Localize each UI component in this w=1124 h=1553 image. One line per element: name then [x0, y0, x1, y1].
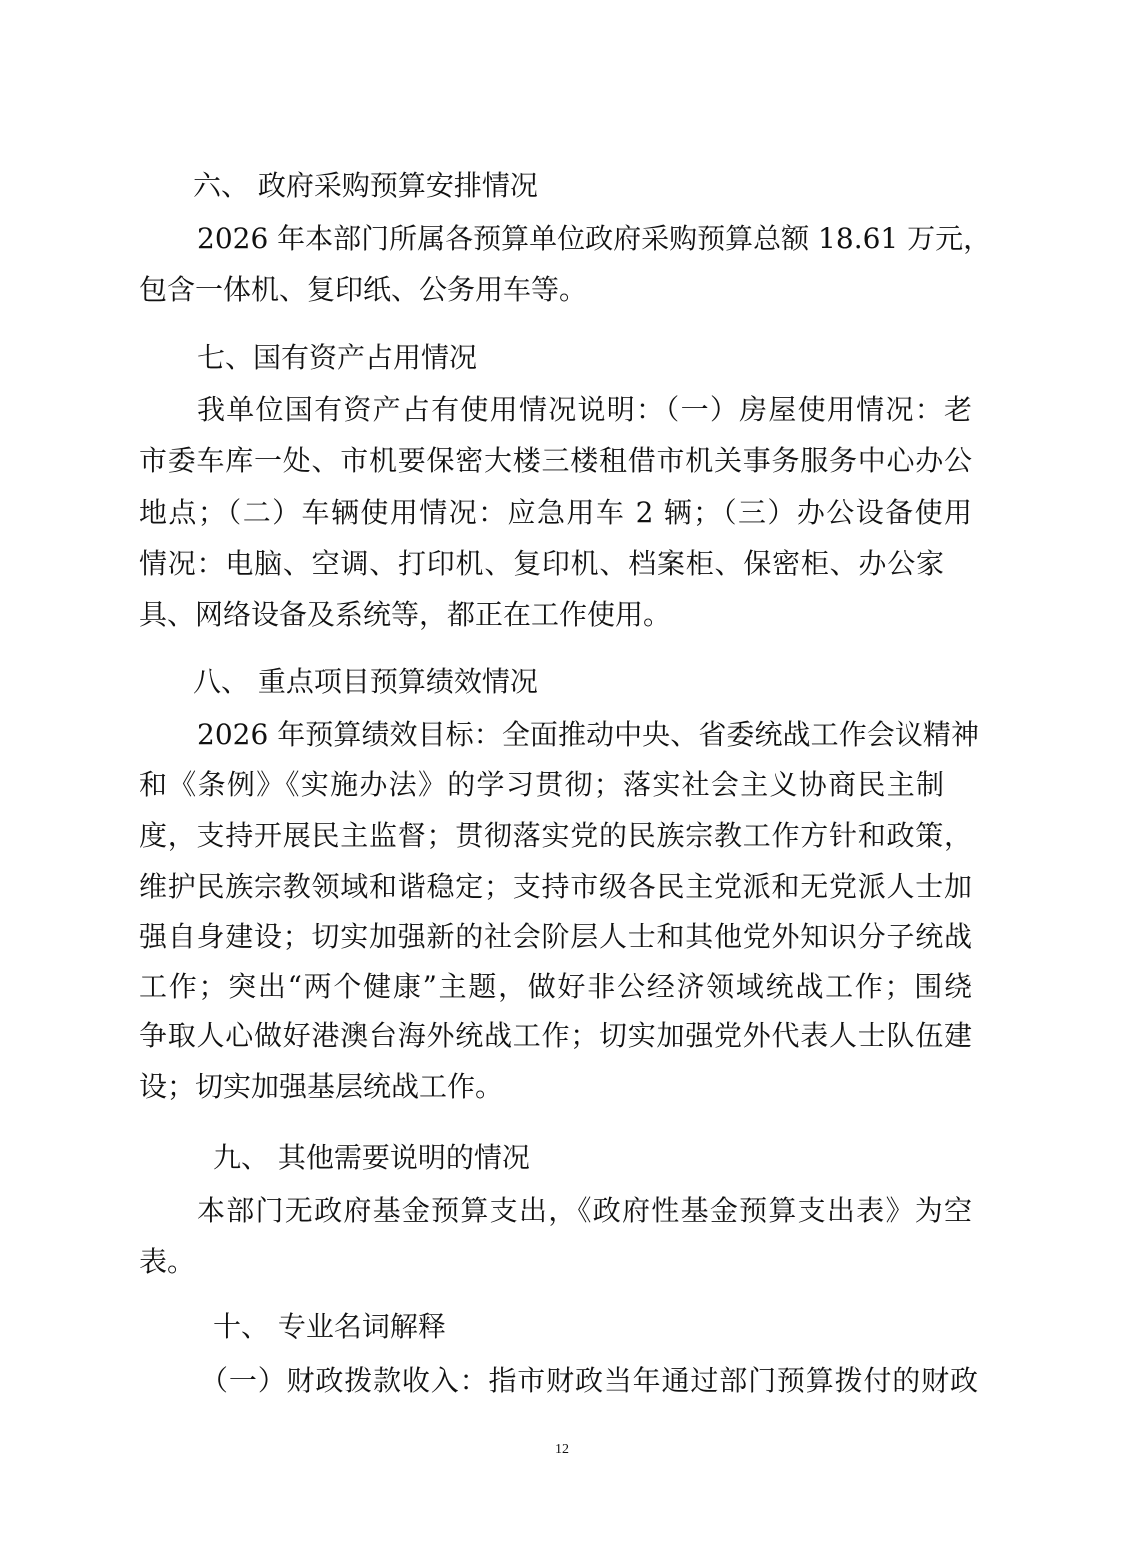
paragraph-line: 本部门无政府基金预算支出，《政府性基金预算支出表》为空 — [197, 1194, 972, 1227]
paragraph-line: 度，支持开展民主监督；贯彻落实党的民族宗教工作方针和政策， — [139, 819, 972, 852]
paragraph-line: 2026 年预算绩效目标：全面推动中央、省委统战工作会议精神 — [197, 718, 979, 751]
paragraph-line: （一）财政拨款收入：指市财政当年通过部门预算拨付的财政 — [200, 1364, 978, 1397]
paragraph-line: 我单位国有资产占有使用情况说明：（一）房屋使用情况：老 — [197, 393, 972, 426]
paragraph-line: 具、网络设备及系统等，都正在工作使用。 — [139, 598, 672, 631]
paragraph-line: 维护民族宗教领域和谐稳定；支持市级各民主党派和无党派人士加 — [139, 870, 972, 903]
paragraph-line: 2026 年本部门所属各预算单位政府采购预算总额 18.61 万元， — [197, 222, 992, 255]
paragraph-line: 包含一体机、复印纸、公务用车等。 — [139, 273, 588, 306]
paragraph-line: 和《条例》《实施办法》的学习贯彻；落实社会主义协商民主制 — [139, 768, 944, 801]
section-heading-6: 六、 政府采购预算安排情况 — [193, 169, 538, 202]
paragraph-line: 设；切实加强基层统战工作。 — [139, 1070, 504, 1103]
section-heading-7: 七、国有资产占用情况 — [197, 341, 478, 374]
section-heading-10: 十、 专业名词解释 — [213, 1310, 446, 1343]
page-number: 12 — [555, 1442, 569, 1457]
section-heading-9: 九、 其他需要说明的情况 — [213, 1141, 530, 1174]
paragraph-line: 强自身建设；切实加强新的社会阶层人士和其他党外知识分子统战 — [139, 920, 972, 953]
paragraph-line: 工作；突出“两个健康”主题，做好非公经济领域统战工作；围绕 — [139, 970, 972, 1003]
paragraph-line: 表。 — [139, 1245, 196, 1278]
section-heading-8: 八、 重点项目预算绩效情况 — [193, 665, 538, 698]
paragraph-line: 争取人心做好港澳台海外统战工作；切实加强党外代表人士队伍建 — [139, 1019, 972, 1052]
paragraph-line: 情况：电脑、空调、打印机、复印机、档案柜、保密柜、办公家 — [139, 547, 944, 580]
paragraph-line: 地点；（二）车辆使用情况：应急用车 2 辆；（三）办公设备使用 — [139, 496, 972, 529]
paragraph-line: 市委车库一处、市机要保密大楼三楼租借市机关事务服务中心办公 — [139, 444, 972, 477]
